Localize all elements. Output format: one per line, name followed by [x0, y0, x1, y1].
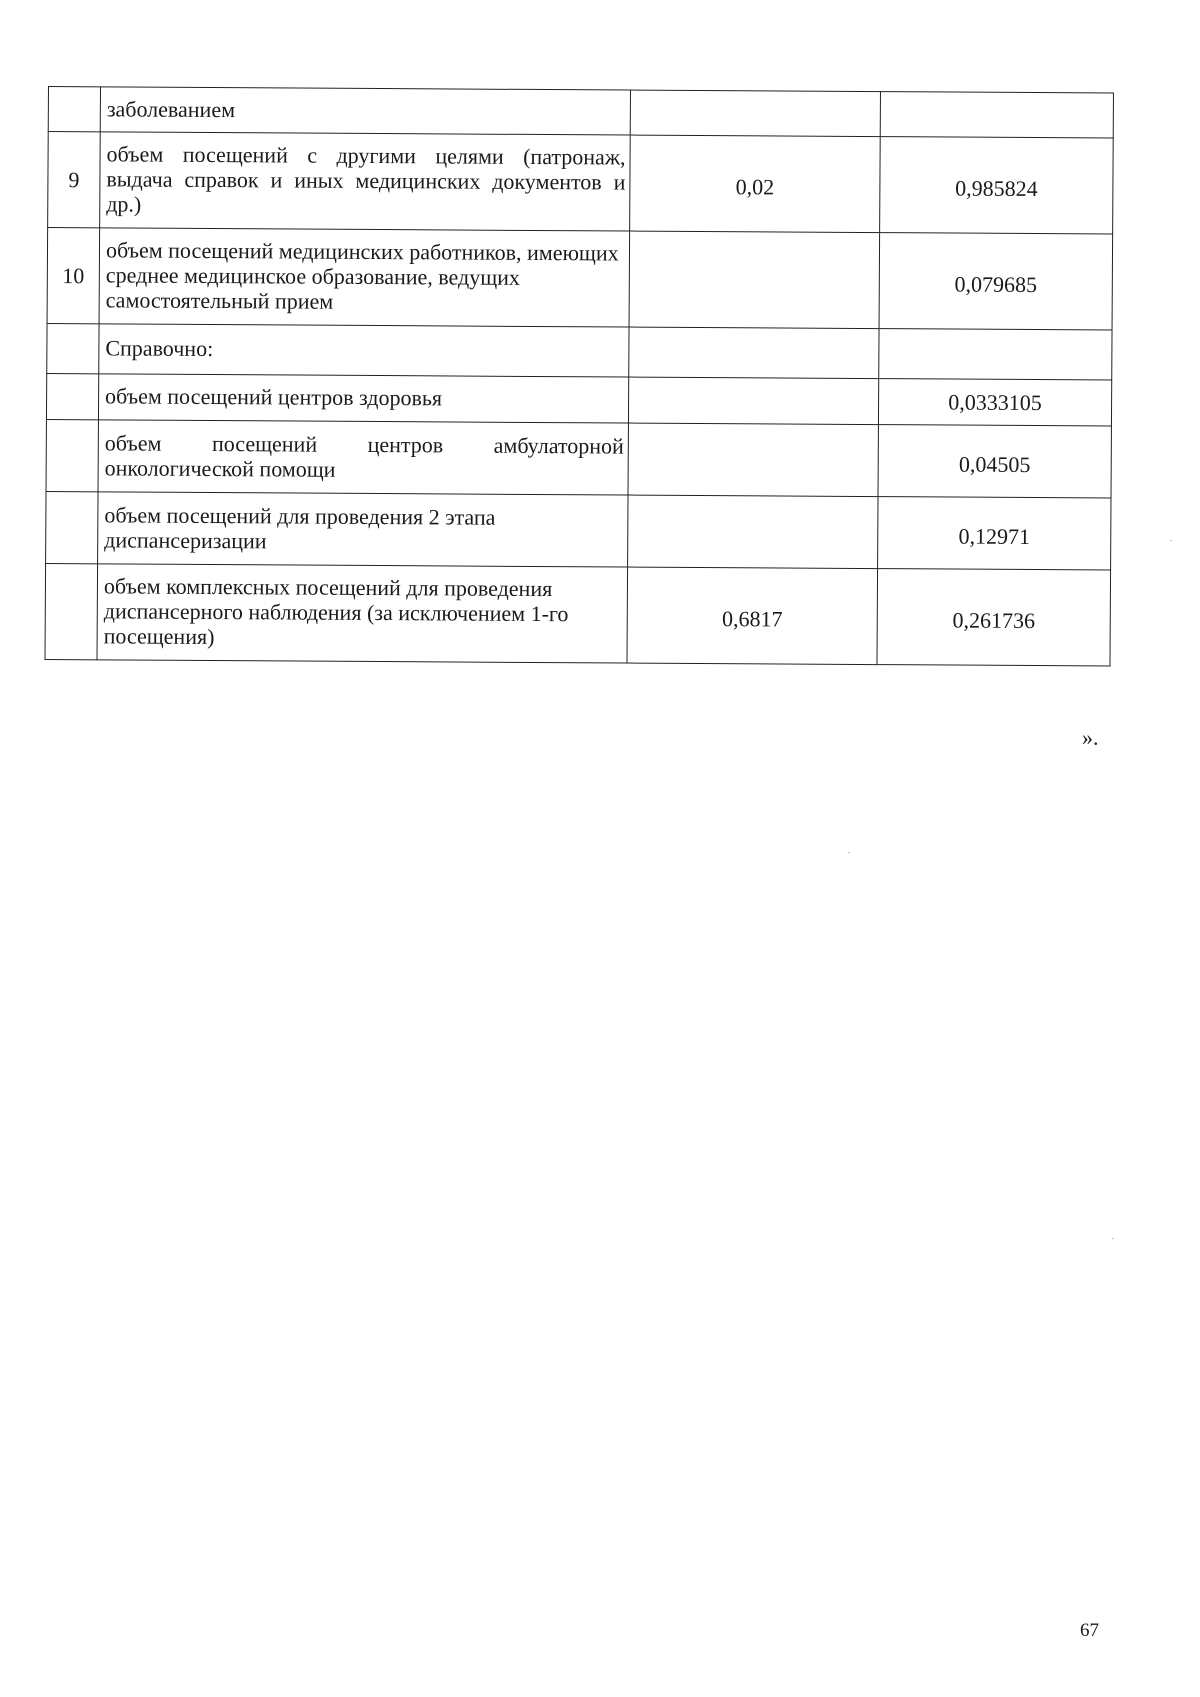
row-value-1 [630, 90, 880, 137]
row-value-2: 0,079685 [879, 233, 1113, 330]
row-value-2: 0,985824 [880, 137, 1114, 234]
table-row [46, 373, 1111, 426]
row-value-1 [628, 377, 878, 425]
table-row [47, 323, 1112, 380]
row-number [46, 419, 98, 491]
row-description: объем комплексных посещений для проведения диспансерного наблюдения (за исключением 1-го посещения) [97, 564, 628, 663]
scan-speck [1170, 540, 1172, 541]
row-value-2: 0,04505 [878, 425, 1111, 498]
table-row [45, 563, 1111, 666]
table-row [47, 228, 1113, 331]
page-number: 67 [1080, 1620, 1099, 1641]
row-value-1 [628, 423, 878, 497]
table-row [48, 132, 1114, 235]
row-value-2: 0,261736 [877, 569, 1111, 666]
row-value-2 [880, 92, 1113, 138]
row-description: объем посещений центров здоровья [98, 374, 628, 423]
row-value-1: 0,02 [630, 135, 881, 233]
section-label: Справочно: [99, 324, 629, 377]
row-number [47, 323, 99, 373]
row-value-2: 0,12971 [878, 497, 1111, 570]
row-number: 9 [48, 132, 101, 228]
row-number [46, 491, 98, 563]
row-description: объем посещений для проведения 2 этапа диспансеризации [98, 492, 628, 567]
row-description: объем посещений центров амбулаторной онкологической помощи [98, 420, 628, 495]
scan-speck [848, 852, 850, 853]
row-number [48, 87, 100, 132]
row-description: объем посещений медицинских работников, имеющих среднее медицинское образование, ведущих самостоятельный прием [99, 228, 630, 327]
row-number: 10 [47, 228, 100, 324]
row-value-1: 0,6817 [627, 567, 878, 665]
row-value-1 [629, 231, 880, 329]
indicators-table [44, 86, 1113, 667]
scan-speck [1112, 1238, 1114, 1239]
row-value-1 [629, 327, 879, 379]
row-description: заболеванием [100, 87, 630, 135]
row-number [46, 373, 98, 419]
row-description: объем посещений с другими целями (патронаж, выдача справок и иных медицинских документов и др.) [100, 132, 631, 231]
closing-quote-mark: ». [1082, 725, 1099, 750]
table-row [46, 419, 1111, 498]
row-value-2: 0,0333105 [878, 379, 1111, 426]
row-value-1 [628, 495, 878, 569]
table-row [48, 87, 1113, 139]
row-value-2 [879, 329, 1112, 380]
row-number [45, 563, 98, 659]
table-row [46, 491, 1111, 570]
